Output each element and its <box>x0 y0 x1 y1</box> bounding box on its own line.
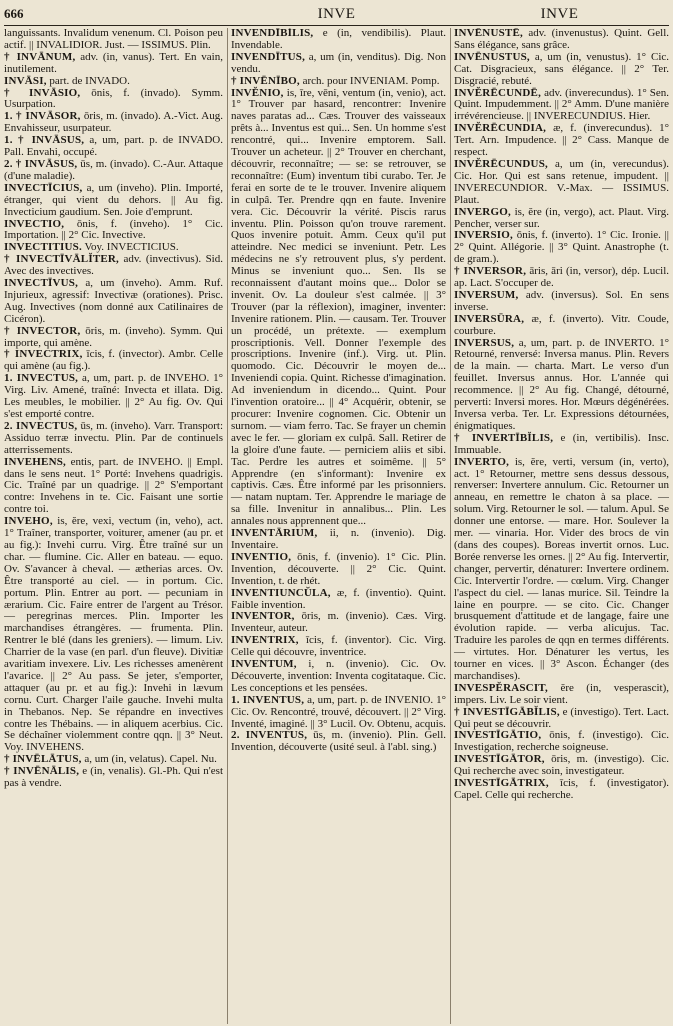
entry-definition: part. de INVADO. <box>49 74 130 87</box>
entry-definition: ii, n. (invenio). Dig. Inventaire. <box>231 527 446 551</box>
entry-headword: † INVERSOR, <box>454 265 527 278</box>
entry-headword: INVERSŪRA, <box>454 312 525 325</box>
column-3 <box>450 28 669 1024</box>
entry-headword: INVENTOR, <box>231 610 295 623</box>
entry-headword: † INVERTĪBĬLIS, <box>454 431 554 444</box>
left-running-head: INVE <box>317 5 356 22</box>
entry-definition: adv. (inverecundus). 1° Sen. Quint. Impudemment. || 2° Amm. D'une manière irrévérencieuse. || INVERECUNDIUS. Hier. <box>454 86 669 123</box>
entry-headword: INVEHENS, <box>4 455 67 468</box>
entry-headword: INVEHO, <box>4 515 53 528</box>
dictionary-entry <box>454 314 669 338</box>
entry-definition: ōnis, f. (investigo). Cic. Investigation, recherche soigneuse. <box>454 729 669 754</box>
dictionary-entry <box>4 421 223 457</box>
entry-headword: INVESTĪGĀTIO, <box>454 729 542 742</box>
dictionary-entry <box>454 707 669 731</box>
entry-definition: adv. (inversus). Sol. En sens inverse. <box>454 288 669 313</box>
dictionary-entry <box>231 730 446 754</box>
entry-headword: 1. † INVĀSUS, <box>4 134 85 147</box>
dictionary-entry <box>4 278 223 326</box>
entry-definition: æ, f. (inventio). Quint. Faible invention. <box>231 586 446 611</box>
entry-definition: ōnis, f. (inveho). 1° Cic. Importation. || 2° Cic. Invective. <box>4 217 223 242</box>
entry-headword: INVĔRĒCUNDUS, <box>454 157 548 170</box>
entry-definition: is, īre, vēni, ventum (in, venio), act. 1° Trouver par hasard, rencontrer: Invenire naves paratas ad... Cæs. Trouver des vaisseaux prêts à... Inventus est qui... Sen. Un homme s'est rencontré, qui... Invenire emptorem. Sall. Trouver un acheteur. || 2° Trouver en cherchant, découvrir, reconnaître; — se: se retrouver, se reconnaître: (Eum) inventum tibi curabo. Ter. Je ferai en sorte de te le trouver. Invenire aliquem in culpâ. Ter. Prendre qqn en faute. Invenire vera. Cic. Découvrir la vérité. Piscis rarus inventu. Plin. Poisson qu'on trouve rarement. Quos invenire potuit. Amm. Ceux qu'il put atteindre. Nec medici se inveniunt. Petr. Les médecins ne s'y retrouvent plus, s'y perdent. Minus se inveniunt quo... Sen. Ils se reconnaissent d'autant moins que... Dolor se invenit. Ov. La douleur s'est calmée. || 3° Trouver (par la réflexion), imaginer, inventer: Invenire rationem. Plin. — causam. Ter. Trouver un procédé, un prétexte. — exemplum proscriptionis. Vell. Donner l'exemple des proscriptions. Invenire (inf.). Virg. ut. Plin. quomodo. Cic. Découvrir le moyen de... Inveniendi copia. Quint. Richesse d'imagination. Ad inveniendum in dicendo... Quint. Pour l'invention oratoire... || 4° Acquérir, obtenir, se procurer: Invenire cognomen. Cic. Obtenir un surnom. — viam ferro. Tac. Se frayer un chemin avec le fer. — gloriam ex culpâ. Sall. Retirer de la gloire d'une faute. — perniciem aliis et sibi. Tac. Perdre les autres et soimême. || 5° Apprendre (en s'informant): Invenire ex captivis. Cæs. Être informé par les prisonniers. — natam nuptam. Ter. Apprendre le mariage de sa fille. Invenitur in annalibus... Plin. Les annales nous apprennent que... <box>231 86 446 528</box>
entry-definition: is, ĕre (in, vergo), act. Plaut. Virg. Pencher, verser sur. <box>454 205 669 230</box>
dictionary-entry <box>4 88 223 112</box>
dictionary-entry <box>454 457 669 683</box>
dictionary-entry <box>4 28 223 52</box>
entry-definition: e (in, vendibilis). Plaut. Invendable. <box>231 28 446 51</box>
dictionary-entry <box>4 183 223 219</box>
entry-definition: ūs, m. (invado). C.-Aur. Attaque (d'une maladie). <box>4 157 223 182</box>
entry-headword: INVESTĪGĀTRIX, <box>454 777 549 790</box>
dictionary-entry <box>454 730 669 754</box>
dictionary-entry <box>4 254 223 278</box>
entry-definition: a, um (in, verecundus). Cic. Hor. Qui est sans retenue, impudent. || INVERECUNDIOR. V.-Max. — ISSIMUS. Plaut. <box>454 157 669 206</box>
entry-definition: īcis, f. (invector). Ambr. Celle qui amène (au fig.). <box>4 348 223 373</box>
entry-headword: INVĒNUSTUS, <box>454 50 530 63</box>
entry-headword: INVECTITIUS. <box>4 241 82 254</box>
entry-headword: INVERTO, <box>454 455 510 468</box>
entry-headword: 1. INVECTUS, <box>4 372 79 385</box>
entry-definition: e (in, vertibilis). Insc. Immuable. <box>454 431 669 456</box>
column-1 <box>4 28 223 1024</box>
dictionary-entry <box>4 349 223 373</box>
entry-headword: INVESPĔRASCIT, <box>454 681 548 694</box>
entry-headword: 2. † INVĀSUS, <box>4 157 78 170</box>
entry-headword: 1. INVENTUS, <box>231 693 305 706</box>
entry-definition: īcis, f. (investigator). Capel. Celle qui recherche. <box>454 777 669 801</box>
dictionary-entry <box>4 52 223 76</box>
dictionary-entry <box>4 457 223 517</box>
entry-definition: ōris, m. (invado). A.-Vict. Aug. Envahisseur, usurpateur. <box>4 110 223 135</box>
entry-definition: a, um (in, velatus). Capel. Nu. <box>84 753 217 766</box>
dictionary-entry <box>4 516 223 754</box>
entry-definition: æ, f. (inverto). Vitr. Coude, courbure. <box>454 312 669 337</box>
dictionary-entry <box>231 88 446 529</box>
dictionary-entry <box>231 552 446 588</box>
entry-definition: āris, āri (in, versor), dép. Lucil. ap. Lact. S'occuper de. <box>454 265 669 290</box>
entry-definition: e (in, venalis). Gl.-Ph. Qui n'est pas à vendre. <box>4 765 223 790</box>
entry-headword: INVENTĀRIUM, <box>231 527 318 540</box>
dictionary-entry <box>454 433 669 457</box>
entry-headword: † INVĀSIO, <box>4 86 81 99</box>
entry-headword: † INVECTRIX, <box>4 348 83 361</box>
entry-headword: 2. INVENTUS, <box>231 729 308 742</box>
text-columns <box>4 28 669 1024</box>
entry-definition: adv. (in, vanus). Tert. En vain, inutilement. <box>4 50 223 75</box>
entry-definition: a, um (inveho). Amm. Ruf. Injurieux, agressif: Invectivæ (orationes). Prisc. Aug. Invectives (nom donné aux Catilinaires de Cicéron). <box>4 277 223 325</box>
entry-definition: īcis, f. (inventor). Cic. Virg. Celle qui découvre, inventrice. <box>231 634 446 659</box>
entry-definition: ōnis, f. (invenio). 1° Cic. Plin. Invention, découverte. || 2° Cic. Quint. Invention, t. de rhét. <box>231 550 446 587</box>
entry-headword: INVENDĪTUS, <box>231 50 306 63</box>
dictionary-entry <box>4 159 223 183</box>
entry-headword: † INVESTĪGĀBĬLIS, <box>454 705 560 718</box>
entry-headword: INVĀSI, <box>4 74 47 87</box>
entry-definition: ōnis, f. (invado). Symm. Usurpation. <box>4 86 223 111</box>
dictionary-entry <box>4 111 223 135</box>
dictionary-entry <box>231 28 446 52</box>
entry-headword: † INVĀNUM, <box>4 50 76 63</box>
entry-definition: a, um, part. p. de INVENIO. 1° Cic. Ov. Rencontré, trouvé, découvert. || 2° Virg. Inventé, imaginé. || 3° Lucil. Ov. Obtenu, acquis. <box>231 693 446 730</box>
entry-definition: Voy. INVECTICIUS. <box>84 241 179 254</box>
entry-headword: INVECTĪCIUS, <box>4 181 83 194</box>
column-2 <box>227 28 446 1024</box>
entry-headword: INVESTĪGĀTOR, <box>454 753 545 766</box>
entry-headword: 1. † INVĀSOR, <box>4 110 81 123</box>
entry-definition: adv. (invectivus). Sid. Avec des invectives. <box>4 253 223 278</box>
dictionary-entry <box>4 766 223 790</box>
dictionary-entry <box>454 28 669 52</box>
entry-definition: ōris, m. (inveho). Symm. Qui importe, qui amène. <box>4 324 223 349</box>
dictionary-entry <box>454 338 669 433</box>
dictionary-entry <box>454 754 669 778</box>
entry-definition: is, ĕre, verti, versum (in, verto), act. 1° Retourner, mettre sens dessus dessous, renverser: Invertere annulum. Cic. Retourner un anneau, en remettre le chaton à sa place. — solum. Virg. Retourner le sol. — talum. Apul. Se donner une entorse. — mare. Hor. Soulever la mer. — vinaria. Hor. Vider des brocs de vin (dans des coupes). Boreas invertit ornos. Luc. Borée renverse les ornes. || 2° Au fig. Intervertir, changer, pervertir, dénaturer: Invertere ordinem. Cic. Intervertir l'ordre. — cœlum. Virg. Changer l'aspect du ciel. — lanas murice. Sil. Teindre la laine en pourpre. — se cito. Cic. Changer brusquement d'attitude et de langage, faire une évolution rapide. — verba alicujus. Tac. Traduire les paroles de qqn en termes différents. — virtutes. Hor. Dénaturer les vertus, les tourner en vices. || 3° Ascon. Échanger (des marchandises). <box>454 455 669 682</box>
dictionary-entry <box>4 219 223 243</box>
dictionary-entry <box>231 611 446 635</box>
entry-headword: INVENDĪBĬLIS, <box>231 28 314 39</box>
entry-definition: languissants. Invalidum venenum. Cl. Poison peu actif. || INVALIDIOR. Just. — ISSIMUS. Plin. <box>4 28 223 51</box>
dictionary-entry <box>231 635 446 659</box>
page-number: 666 <box>4 6 24 21</box>
dictionary-entry <box>454 159 669 207</box>
entry-headword: † INVECTĪVĀLĬTER, <box>4 253 119 266</box>
entry-headword: INVERSUM, <box>454 288 519 301</box>
entry-headword: INVECTĪVUS, <box>4 277 79 290</box>
right-running-head: INVE <box>540 5 579 22</box>
entry-headword: † INVECTOR, <box>4 324 81 337</box>
entry-definition: ĕre (in, vesperascit), impers. Liv. Le soir vient. <box>454 681 669 706</box>
entry-headword: † INVĒLĀTUS, <box>4 753 82 766</box>
entry-headword: INVENTIO, <box>231 550 292 563</box>
dictionary-entry <box>231 528 446 552</box>
dictionary-entry <box>231 52 446 76</box>
entry-headword: INVENTIUNCŬLA, <box>231 586 331 599</box>
dictionary-entry <box>231 659 446 695</box>
entry-definition: adv. (invenustus). Quint. Gell. Sans élégance, sans grâce. <box>454 28 669 51</box>
entry-definition: a, um (inveho). Plin. Importé, étranger, qui vient du dehors. || Au fig. Invecticium gaudium. Sen. Joie d'emprunt. <box>4 181 223 218</box>
entry-headword: † INVĒNĀLIS, <box>4 765 80 778</box>
entry-definition: a, um (in, venustus). 1° Cic. Cat. Disgracieux, sans élégance. || 2° Ter. Disgracié, rebuté. <box>454 50 669 87</box>
dictionary-entry <box>4 373 223 421</box>
dictionary-entry <box>454 290 669 314</box>
dictionary-entry <box>454 207 669 231</box>
entry-definition: æ, f. (inverecundus). 1° Tert. Arn. Impudence. || 2° Cass. Manque de respect. <box>454 122 669 159</box>
entry-headword: INVENTUM, <box>231 658 297 671</box>
entry-headword: INVERGO, <box>454 205 511 218</box>
entry-headword: 2. INVECTUS, <box>4 419 78 432</box>
dictionary-entry <box>454 88 669 124</box>
entry-definition: arch. pour INVENIAM. Pomp. <box>302 74 440 87</box>
dictionary-entry <box>231 695 446 731</box>
dictionary-entry <box>231 588 446 612</box>
entry-headword: INVĔNIO, <box>231 86 284 99</box>
entry-headword: INVENTRIX, <box>231 634 299 647</box>
dictionary-entry <box>454 230 669 266</box>
dictionary-entry <box>454 123 669 159</box>
dictionary-entry <box>454 266 669 290</box>
dictionary-entry <box>454 683 669 707</box>
entry-headword: INVĔRĒCUNDĒ, <box>454 86 542 99</box>
page-header <box>4 4 669 24</box>
entry-headword: INVĒNUSTĒ, <box>454 28 523 39</box>
entry-definition: is, ĕre, vexi, vectum (in, veho), act. 1° Traîner, transporter, voiturer, amener (au pr. et au fig.): Invehi curru. Virg. Être traîné sur un char. — flumine. Cic. Aller en bateau. — equo. Ov. S'avancer à cheval. — ætherias arces. Ov. Être transporté au ciel. — in portum. Cic. portum. Plin. Entrer au port. — pecuniam in ærarium. Cic. Faire entrer de l'argent au Trésor. — peregrinas merces. Plin. Importer les marchandises étrangères. — frumenta. Plin. Rentrer le blé (dans les greniers). — limum. Liv. Charrier de la vase (en parl. d'un fleuve). Divitiæ avaritiam invexere. Liv. Les richesses amenèrent l'avarice. || 2° Au pass. Se jeter, s'emporter, attaquer (au pr. et au fig.): Invehi in lævum cornu. Curt. Charger l'aile gauche. Invehi multa in Thebanos. Nep. Se répandre en invectives contre les Thébains. — in aliquem acerbius. Cic. Se déchaîner violemment contre qqn. || 3° Neut. Voy. INVEHENS. <box>4 515 223 754</box>
entry-definition: ōris, m. (invenio). Cæs. Virg. Inventeur, auteur. <box>231 610 446 635</box>
entry-definition: entis, part. de INVEHO. || Empl. dans le sens neut. 1° Porté: Invehens quadrigis. Cic. Traîné par un quadrige. || 2° S'emportant contre: Invehens in te. Cic. Faisant une sortie contre toi. <box>4 455 223 516</box>
entry-definition: a, um, part. p. de INVEHO. 1° Virg. Liv. Amené, traîné: Invecta et illata. Dig. Les meubles, le mobilier. || 2° Au fig. Ov. Qui s'est emporté contre. <box>4 372 223 420</box>
dictionary-entry <box>4 135 223 159</box>
dictionary-entry <box>454 778 669 802</box>
entry-definition: e (investigo). Tert. Lact. Qui peut se découvrir. <box>454 705 669 730</box>
header-rule <box>4 25 669 26</box>
entry-definition: i, n. (invenio). Cic. Ov. Découverte, invention: Inventa cogitataque. Cic. Les conceptions et les pensées. <box>231 658 446 694</box>
entry-headword: † INVĒNĪBO, <box>231 74 300 87</box>
entry-definition: ōris, m. (investigo). Cic. Qui recherche avec soin, investigateur. <box>454 753 669 778</box>
entry-headword: INVERSIO, <box>454 229 513 242</box>
entry-headword: INVĔRĒCUNDIA, <box>454 122 547 135</box>
entry-definition: a, um, part. p. de INVERTO. 1° Retourné, renversé: Inversa manus. Plin. Revers de la main. — charta. Mart. Le verso d'un feuillet. Inversus annus. Hor. L'année qui recommence. || 2° Au fig. Changé, détourné, perverti: Inversi mores. Hor. Mœurs dégénérées. Inversa verba. Ter. Lr. Expressions détournées, énigmatiques. <box>454 336 669 432</box>
entry-definition: ūs, m. (invenio). Plin. Gell. Invention, découverte (usité seul. à l'abl. sing.) <box>231 729 446 754</box>
entry-headword: INVECTIO, <box>4 217 65 230</box>
dictionary-entry <box>454 52 669 88</box>
entry-definition: ūs, m. (inveho). Varr. Transport: Assiduo terræ invectu. Plin. Par de continuels atterrissements. <box>4 419 223 456</box>
entry-headword: INVERSUS, <box>454 336 515 349</box>
entry-definition: ōnis, f. (inverto). 1° Cic. Ironie. || 2° Quint. Allégorie. || 3° Quint. Anastrophe (t. de gram.). <box>454 229 669 266</box>
entry-definition: a, um (in, venditus). Dig. Non vendu. <box>231 50 446 75</box>
dictionary-entry <box>4 326 223 350</box>
entry-definition: a, um, part. p. de INVADO. Pall. Envahi, occupé. <box>4 134 223 159</box>
